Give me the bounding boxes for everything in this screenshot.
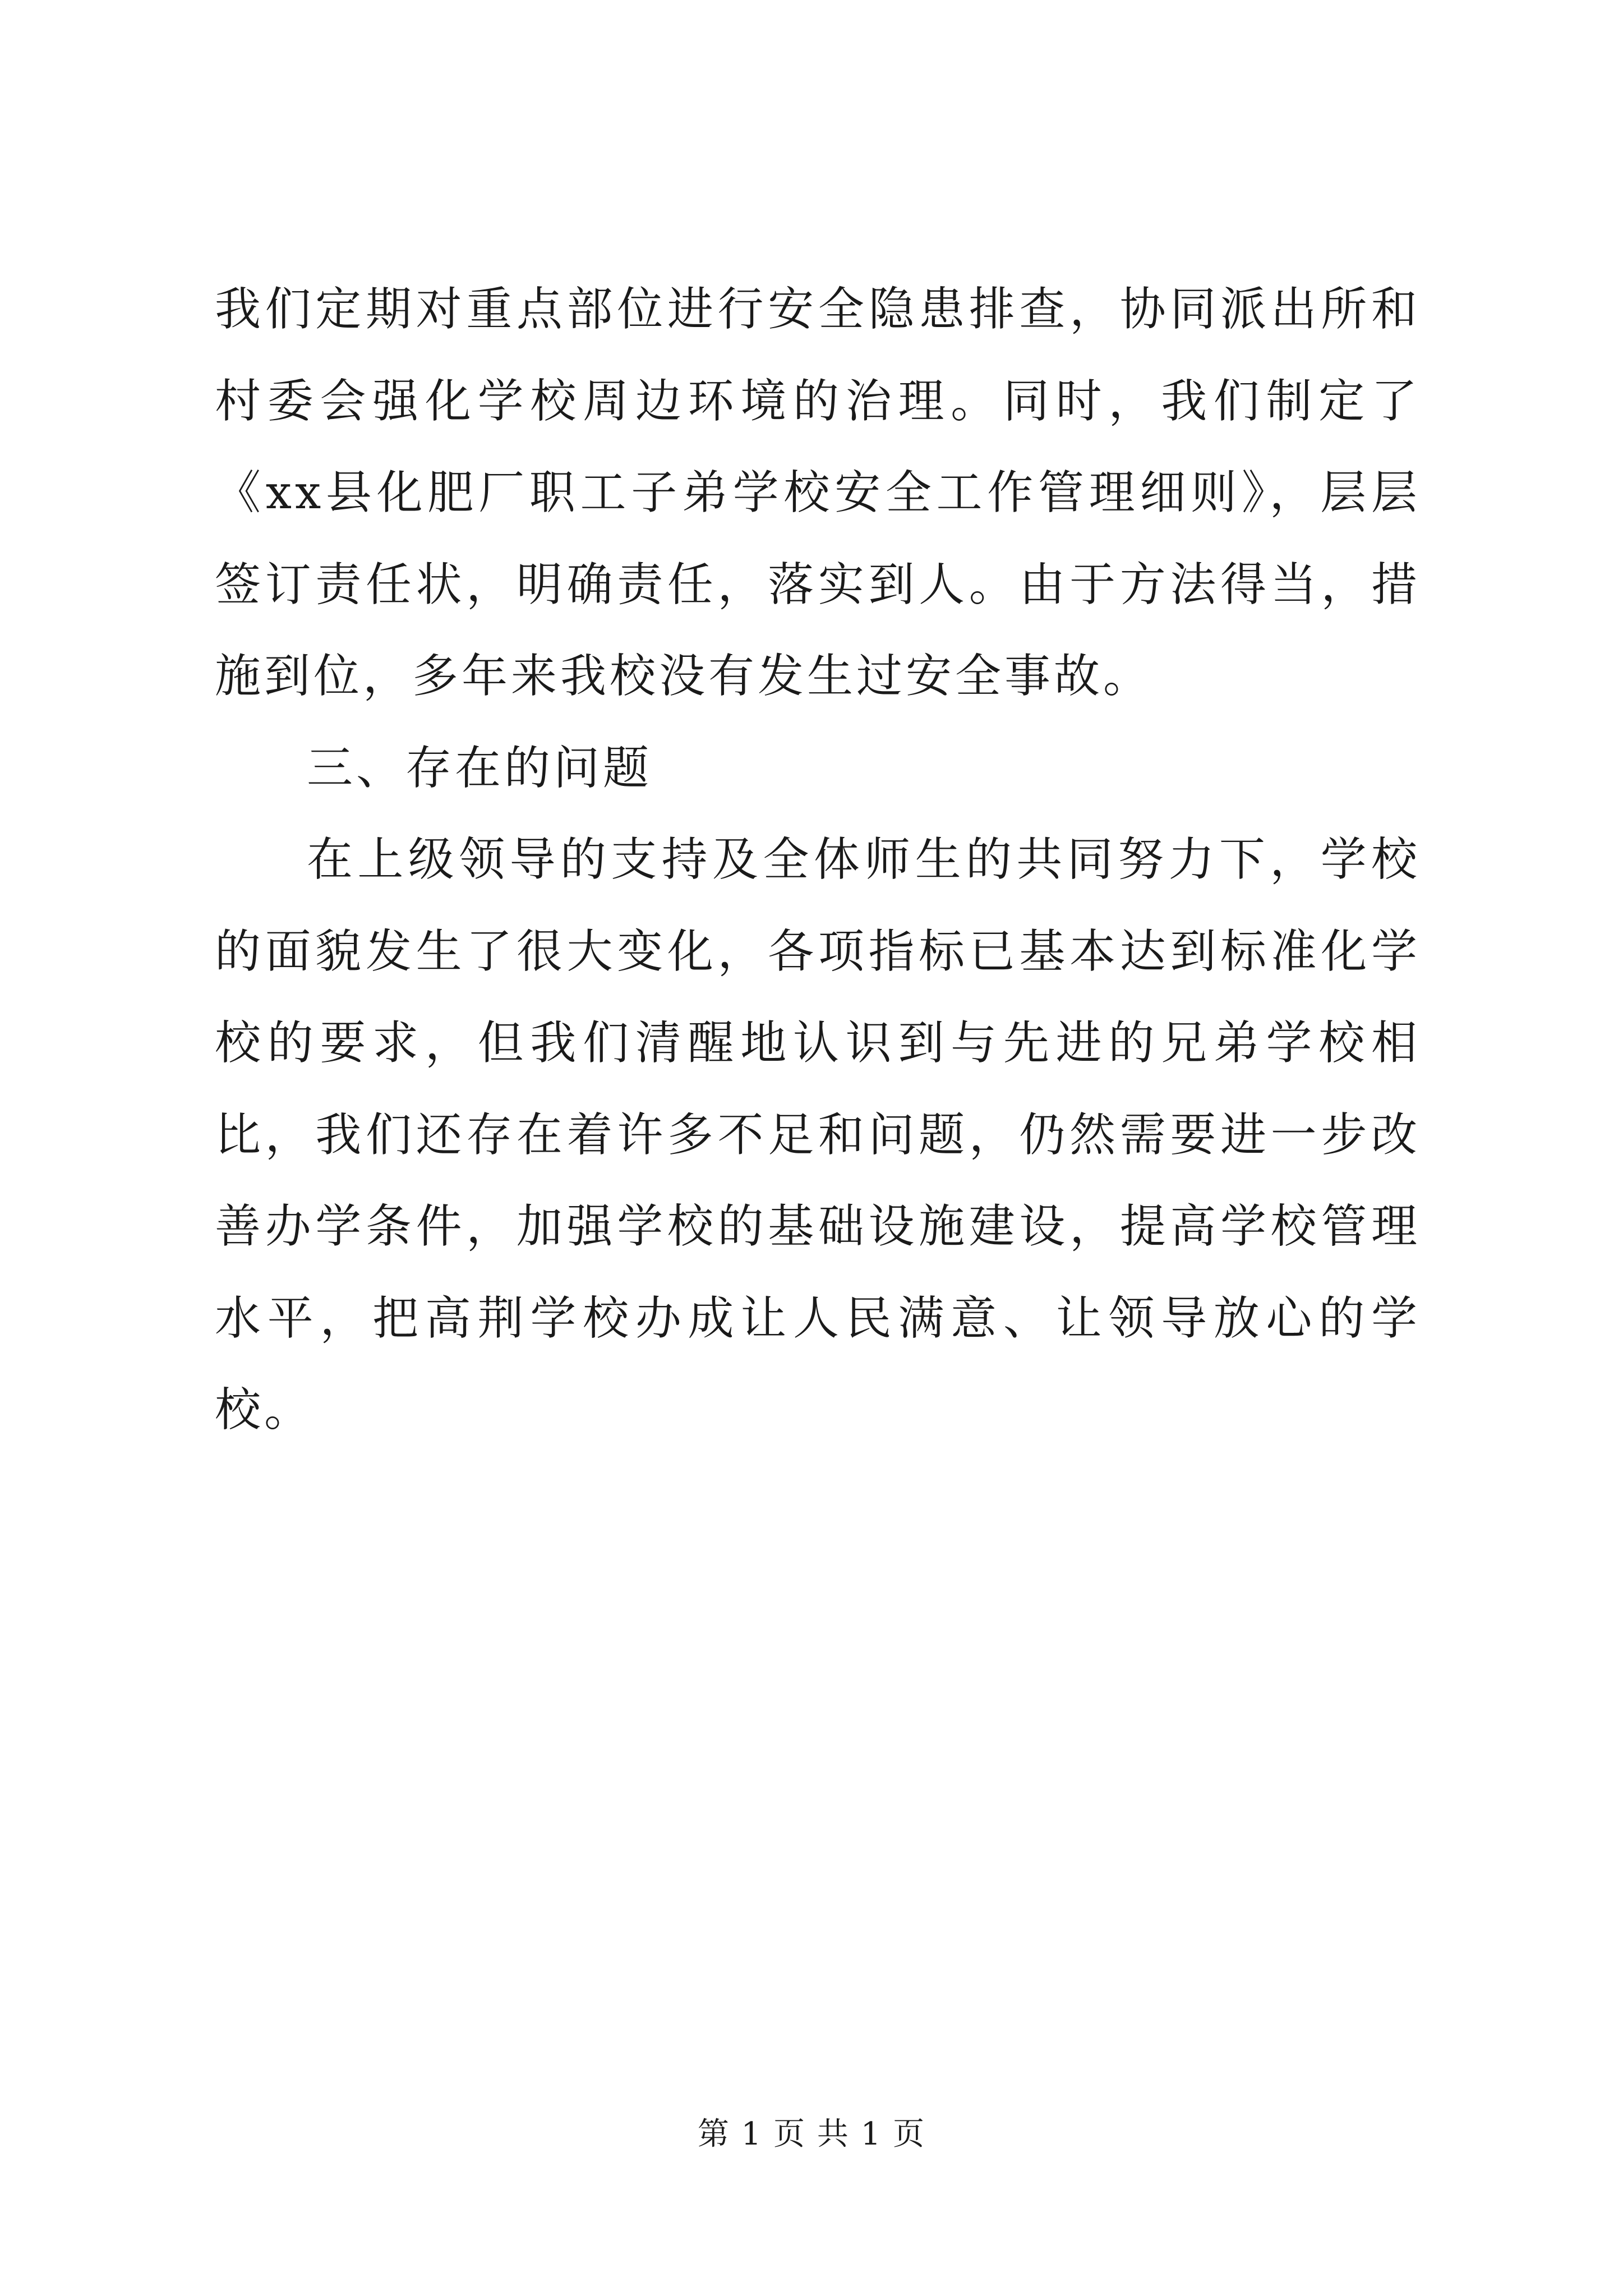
paragraph-safety-continued: 我们定期对重点部位进行安全隐患排查，协同派出所和村委会强化学校周边环境的治理。同时，我们制定了《xx县化肥厂职工子弟学校安全工作管理细则》，层层签订责任状，明确责任，落实到人。由于方法得当，措施到位，多年来我校没有发生过安全事故。 xyxy=(215,283,1421,703)
page-footer: 第 1 页 共 1 页 xyxy=(697,2116,926,2152)
section-heading-problems: 三、存在的问题 xyxy=(307,741,653,795)
paragraph-problems: 在上级领导的支持及全体师生的共同努力下，学校的面貌发生了很大变化，各项指标已基本达到标准化学校的要求，但我们清醒地认识到与先进的兄弟学校相比，我们还存在着许多不足和问题，仍然需要进一步改善办学条件，加强学校的基础设施建设，提高学校管理水平，把高荆学校办成让人民满意、让领导放心的学校。 xyxy=(215,833,1421,1437)
document-body xyxy=(215,264,1421,1456)
